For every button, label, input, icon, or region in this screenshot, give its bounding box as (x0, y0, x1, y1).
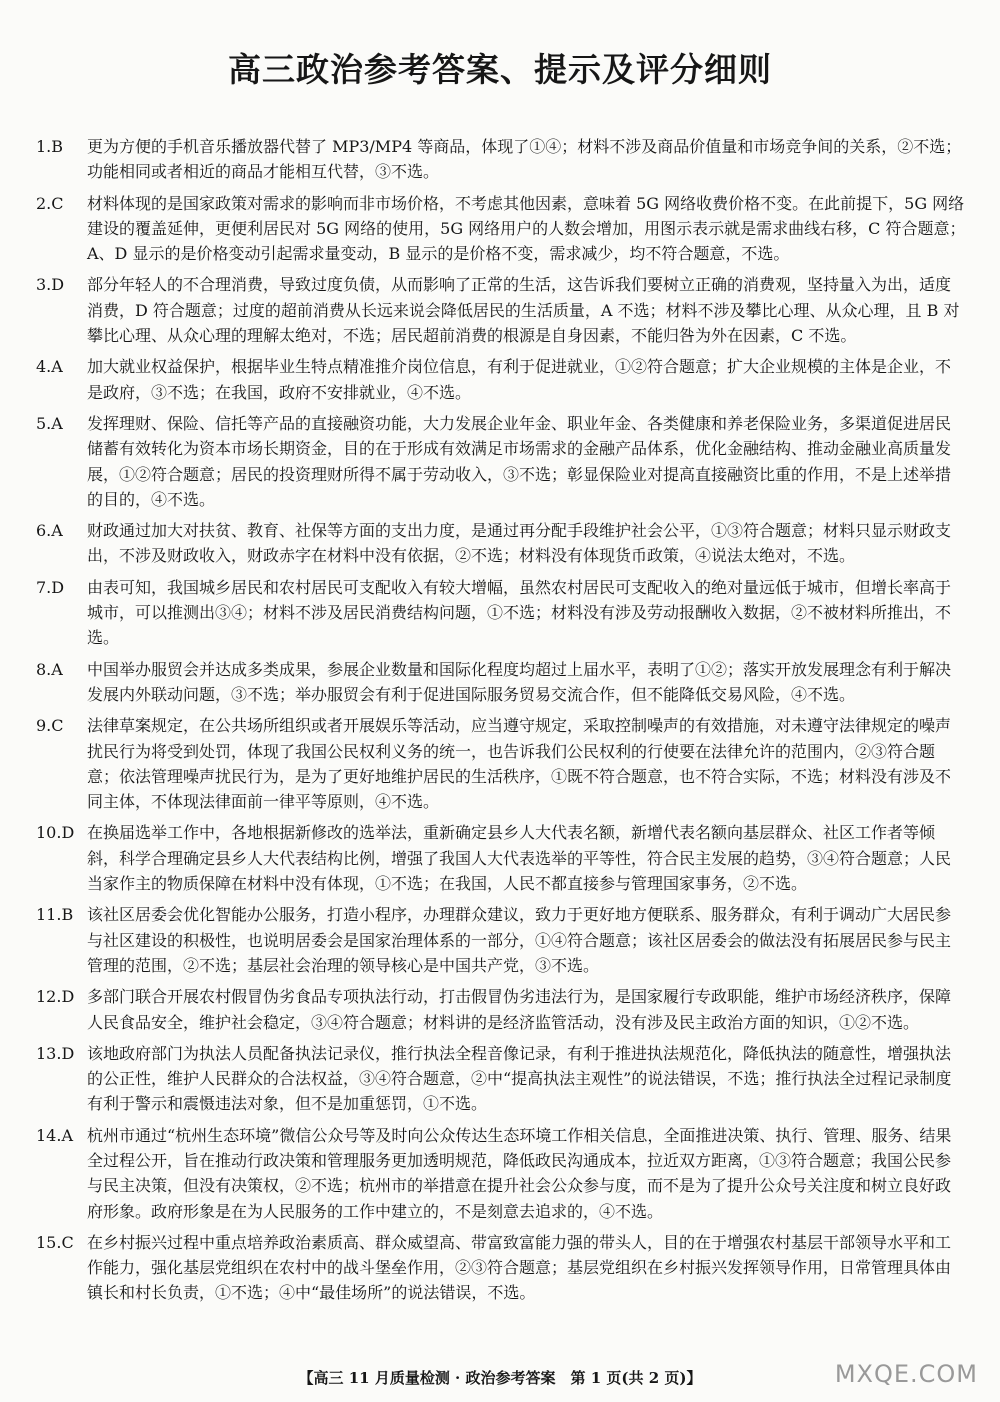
answer-item (36, 575, 966, 651)
answer-text: 财政通过加大对扶贫、教育、社保等方面的支出力度，是通过再分配手段维护社会公平，①③符合题意；材料只显示财政支出，不涉及财政收入，财政赤字在材料中没有依据，②不选；材料没有体现货币政策，④说法太绝对，不选。 (87, 521, 952, 566)
answer-number: 5.A (36, 413, 63, 433)
answer-text: 由表可知，我国城乡居民和农村居民可支配收入有较大增幅，虽然农村居民可支配收入的绝对量远低于城市，但增长率高于城市，可以推测出③④；材料不涉及居民消费结构问题，①不选；材料没有涉及劳动报酬收入数据，②不被材料所推出，不选。 (87, 577, 952, 648)
answer-text: 该社区居委会优化智能办公服务，打造小程序，办理群众建议，致力于更好地方便联系、服务群众，有利于调动广大居民参与社区建设的积极性，也说明居委会是国家治理体系的一部分，①④符合题意；该社区居委会的做法没有拓展居民参与民主管理的范围，②不选；基层社会治理的领导核心是中国共产党，③不选。 (87, 905, 952, 975)
answer-text: 该地政府部门为执法人员配备执法记录仪，推行执法全程音像记录，有利于推进执法规范化，降低执法的随意性，增强执法的公正性，维护人民群众的合法权益，③④符合题意，②中“提高执法主观性”的说法错误，不选；推行执法全过程记录制度有利于警示和震慑违法对象，但不是加重惩罚，①不选。 (87, 1043, 952, 1114)
answer-number: 7.D (36, 577, 65, 597)
answer-number: 6.A (36, 521, 63, 541)
page-title: 高三政治参考答案、提示及评分细则 (228, 50, 772, 89)
answer-text: 多部门联合开展农村假冒伪劣食品专项执法行动，打击假冒伪劣违法行为，是国家履行专政职能，维护市场经济秩序，保障人民食品安全，维护社会稳定，③④符合题意；材料讲的是经济监管活动，没有涉及民主政治方面的知识，①②不选。 (87, 987, 952, 1032)
answer-text: 发挥理财、保险、信托等产品的直接融资功能，大力发展企业年金、职业年金、各类健康和养老保险业务，多渠道促进居民储蓄有效转化为资本市场长期资金，目的在于形成有效满足市场需求的金融产品体系，优化金融结构、推动金融业高质量发展，①②符合题意；居民的投资理财所得不属于劳动收入，③不选；彰显保险业对提高直接融资比重的作用，不是上述举措的目的，④不选。 (87, 413, 952, 509)
answer-number: 10.D (36, 823, 75, 843)
watermark-logo: MXQE.COM (834, 1360, 978, 1388)
answer-number: 12.D (36, 987, 75, 1007)
answer-text: 杭州市通过“杭州生态环境”微信公众号等及时向公众传达生态环境工作相关信息，全面推进决策、执行、管理、服务、结果全过程公开，旨在推动行政决策和管理服务更加透明规范，降低政民沟通成本，拉近双方距离，①③符合题意；我国公民参与民主决策，但没有决策权，②不选；杭州市的举措意在提升社会公众参与度，而不是为了提升公众号关注度和树立良好政府形象。政府形象是在为人民服务的工作中建立的，不是刻意去追求的，④不选。 (87, 1125, 952, 1221)
answer-text: 更为方便的手机音乐播放器代替了 MP3/MP4 等商品，体现了①④；材料不涉及商品价值量和市场竞争间的关系，②不选；功能相同或者相近的商品才能相互代替，③不选。 (87, 137, 962, 182)
answer-text: 部分年轻人的不合理消费，导致过度负债，从而影响了正常的生活，这告诉我们要树立正确的消费观，坚持量入为出，适度消费，D 符合题意；过度的超前消费从长远来说会降低居民的生活质量，A 不选；材料不涉及攀比心理、从众心理，且 B 对攀比心理、从众心理的理解太绝对，不选；居民超前消费的根源是自身因素，不能归咎为外在因素，C 不选。 (87, 275, 960, 346)
answer-number: 9.C (36, 716, 64, 736)
answer-text: 材料体现的是国家政策对需求的影响而非市场价格，不考虑其他因素，意味着 5G 网络收费价格不变。在此前提下，5G 网络建设的覆盖延伸，更便利居民对 5G 网络的使用，5G 网络用户的人数会增加，用图示表示就是需求曲线右移，C 符合题意；A、D 显示的是价格变动引起需求量变动，B 显示的是价格不变，需求减少，均不符合题意，不选。 (87, 193, 966, 264)
answer-item (36, 354, 966, 405)
answer-number: 14.A (36, 1125, 73, 1145)
answer-item (36, 1123, 966, 1224)
answer-number: 3.D (36, 275, 65, 295)
answer-list (36, 134, 966, 1312)
answer-number: 11.B (36, 905, 74, 925)
answer-item (36, 191, 966, 267)
answer-item (36, 984, 966, 1035)
answer-item (36, 518, 966, 569)
answer-item (36, 411, 966, 512)
answer-number: 4.A (36, 357, 63, 377)
answer-item (36, 272, 966, 348)
answer-text: 加大就业权益保护，根据毕业生特点精准推介岗位信息，有利于促进就业，①②符合题意；扩大企业规模的主体是企业，不是政府，③不选；在我国，政府不安排就业，④不选。 (87, 357, 952, 402)
answer-text: 在乡村振兴过程中重点培养政治素质高、群众威望高、带富致富能力强的带头人，目的在于增强农村基层干部领导水平和工作能力，强化基层党组织在农村中的战斗堡垒作用，②③符合题意；基层党组织在乡村振兴发挥领导作用，日常管理具体由镇长和村长负责，①不选；④中“最佳场所”的说法错误，不选。 (87, 1232, 952, 1303)
answer-number: 15.C (36, 1232, 74, 1252)
answer-number: 8.A (36, 659, 63, 679)
answer-item (36, 902, 966, 978)
answer-item (36, 134, 966, 185)
answer-text: 在换届选举工作中，各地根据新修改的选举法，重新确定县乡人大代表名额，新增代表名额向基层群众、社区工作者等倾斜，科学合理确定县乡人大代表结构比例，增强了我国人大代表选举的平等性，符合民主发展的趋势，③④符合题意；人民当家作主的物质保障在材料中没有体现，①不选；在我国，人民不都直接参与管理国家事务，②不选。 (87, 823, 952, 894)
page-footer: 【高三 11 月质量检测 · 政治参考答案 第 1 页(共 2 页)】 (298, 1369, 702, 1387)
answer-item (36, 1041, 966, 1117)
answer-item (36, 820, 966, 896)
answer-number: 2.C (36, 193, 64, 213)
answer-text: 法律草案规定，在公共场所组织或者开展娱乐等活动，应当遵守规定，采取控制噪声的有效措施，对未遵守法律规定的噪声扰民行为将受到处罚，体现了我国公民权利义务的统一，也告诉我们公民权利的行使要在法律允许的范围内，②③符合题意；依法管理噪声扰民行为，是为了更好地维护居民的生活秩序，①既不符合题意，也不符合实际，不选；材料没有涉及不同主体，不体现法律面前一律平等原则，④不选。 (87, 716, 952, 812)
answer-item (36, 657, 966, 708)
answer-number: 13.D (36, 1043, 75, 1063)
answer-number: 1.B (36, 137, 64, 156)
answer-item (36, 1230, 966, 1306)
answer-item (36, 713, 966, 814)
answer-text: 中国举办服贸会并达成多类成果，参展企业数量和国际化程度均超过上届水平，表明了①②；落实开放发展理念有利于解决发展内外联动问题，③不选；举办服贸会有利于促进国际服务贸易交流合作，但不能降低交易风险，④不选。 (87, 659, 952, 704)
